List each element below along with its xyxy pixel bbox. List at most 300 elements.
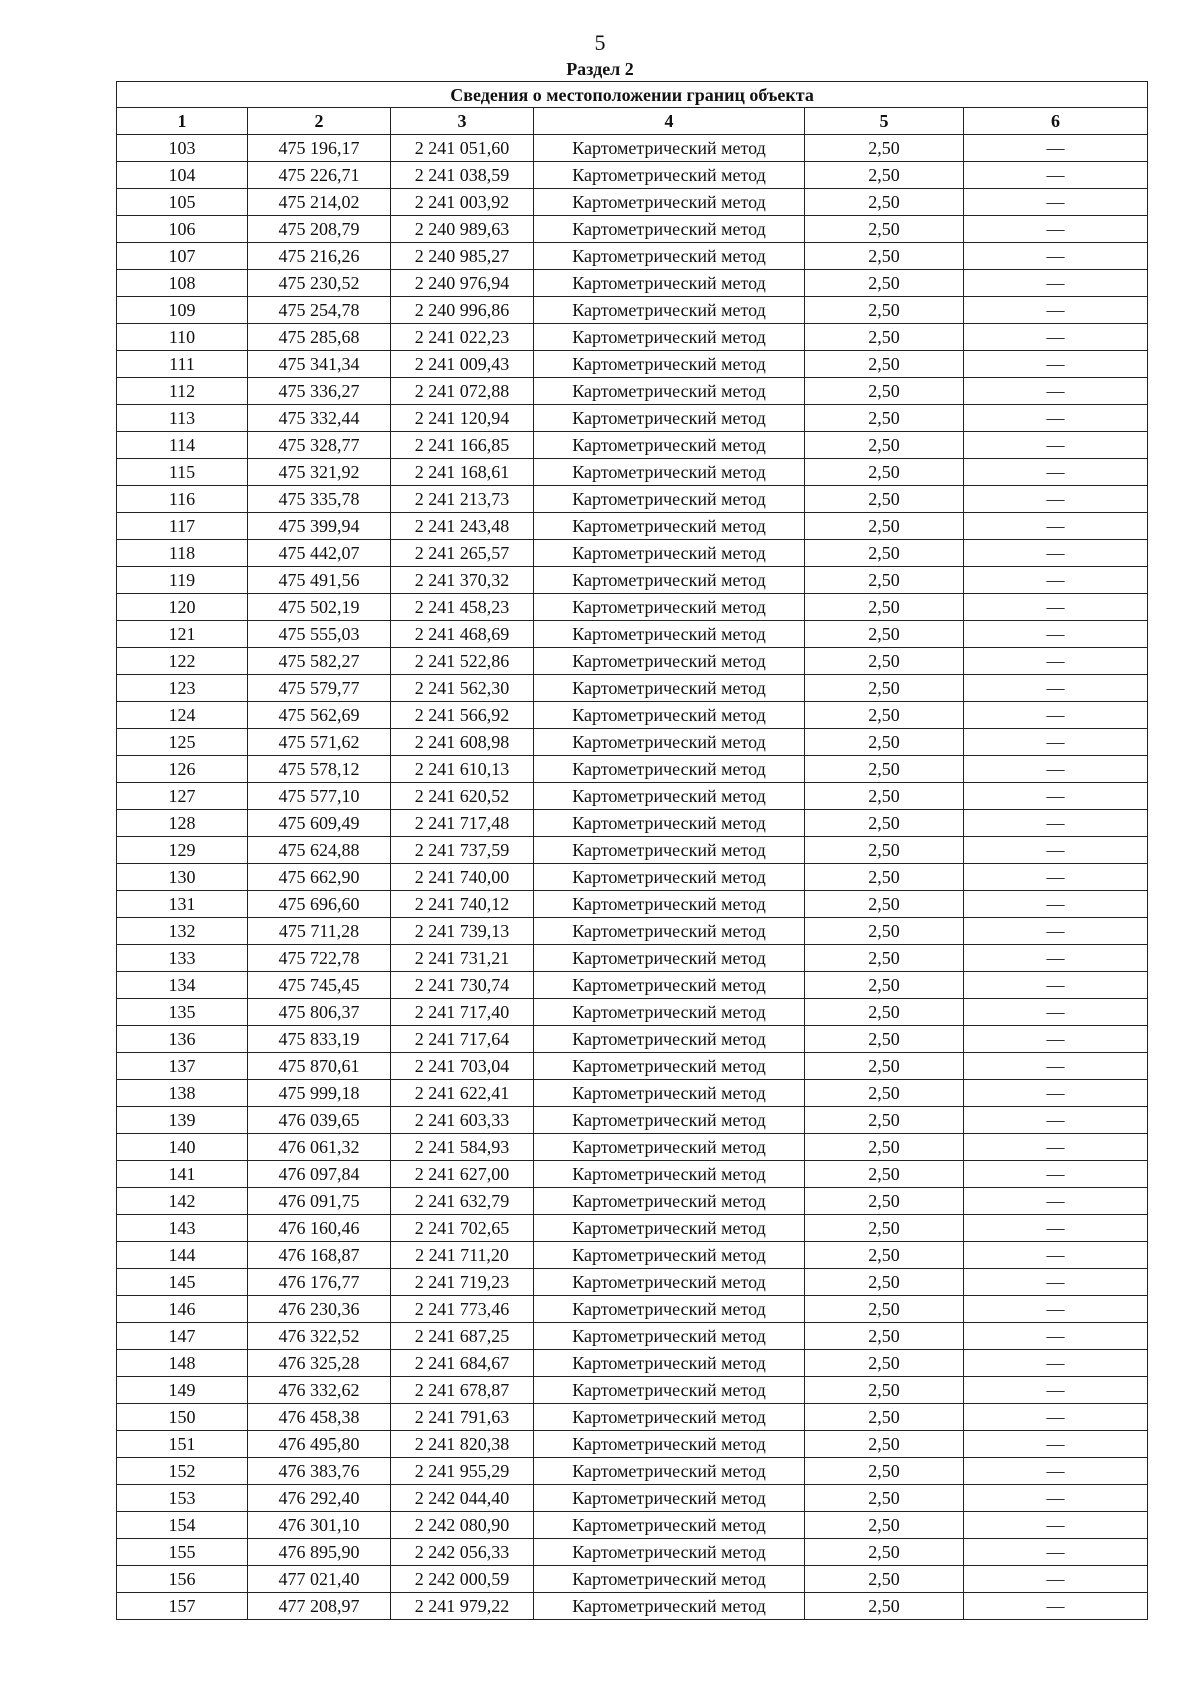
method-cell: Картометрический метод: [534, 1188, 805, 1215]
description-cell: —: [964, 162, 1148, 189]
accuracy-cell: 2,50: [805, 999, 964, 1026]
x-coordinate-cell: 475 582,27: [248, 648, 391, 675]
description-cell: —: [964, 945, 1148, 972]
y-coordinate-cell: 2 240 985,27: [391, 243, 534, 270]
method-cell: Картометрический метод: [534, 783, 805, 810]
method-cell: Картометрический метод: [534, 1404, 805, 1431]
method-cell: Картометрический метод: [534, 432, 805, 459]
x-coordinate-cell: 475 328,77: [248, 432, 391, 459]
y-coordinate-cell: 2 241 620,52: [391, 783, 534, 810]
point-number-cell: 157: [117, 1593, 248, 1620]
description-cell: —: [964, 513, 1148, 540]
y-coordinate-cell: 2 242 044,40: [391, 1485, 534, 1512]
accuracy-cell: 2,50: [805, 1350, 964, 1377]
table-row: [117, 918, 1148, 945]
table-row: [117, 783, 1148, 810]
x-coordinate-cell: 475 335,78: [248, 486, 391, 513]
accuracy-cell: 2,50: [805, 1593, 964, 1620]
x-coordinate-cell: 477 208,97: [248, 1593, 391, 1620]
description-cell: —: [964, 810, 1148, 837]
point-number-cell: 109: [117, 297, 248, 324]
table-row: [117, 1134, 1148, 1161]
description-cell: —: [964, 972, 1148, 999]
accuracy-cell: 2,50: [805, 432, 964, 459]
method-cell: Картометрический метод: [534, 1269, 805, 1296]
description-cell: —: [964, 1026, 1148, 1053]
point-number-cell: 115: [117, 459, 248, 486]
y-coordinate-cell: 2 241 566,92: [391, 702, 534, 729]
description-cell: —: [964, 594, 1148, 621]
accuracy-cell: 2,50: [805, 648, 964, 675]
y-coordinate-cell: 2 241 711,20: [391, 1242, 534, 1269]
point-number-cell: 131: [117, 891, 248, 918]
accuracy-cell: 2,50: [805, 1269, 964, 1296]
description-cell: —: [964, 783, 1148, 810]
x-coordinate-cell: 475 711,28: [248, 918, 391, 945]
accuracy-cell: 2,50: [805, 1512, 964, 1539]
table-row: [117, 513, 1148, 540]
accuracy-cell: 2,50: [805, 270, 964, 297]
section-title: Раздел 2: [566, 59, 634, 79]
method-cell: Картометрический метод: [534, 1512, 805, 1539]
column-header-4: 4: [534, 108, 805, 135]
x-coordinate-cell: 476 039,65: [248, 1107, 391, 1134]
table-row: [117, 1053, 1148, 1080]
point-number-cell: 138: [117, 1080, 248, 1107]
y-coordinate-cell: 2 241 979,22: [391, 1593, 534, 1620]
table-row: [117, 1242, 1148, 1269]
point-number-cell: 156: [117, 1566, 248, 1593]
x-coordinate-cell: 476 176,77: [248, 1269, 391, 1296]
y-coordinate-cell: 2 241 740,12: [391, 891, 534, 918]
method-cell: Картометрический метод: [534, 1134, 805, 1161]
y-coordinate-cell: 2 241 072,88: [391, 378, 534, 405]
y-coordinate-cell: 2 241 717,48: [391, 810, 534, 837]
y-coordinate-cell: 2 241 622,41: [391, 1080, 534, 1107]
x-coordinate-cell: 475 226,71: [248, 162, 391, 189]
point-number-cell: 127: [117, 783, 248, 810]
x-coordinate-cell: 475 491,56: [248, 567, 391, 594]
table-row: [117, 1161, 1148, 1188]
table-row: [117, 864, 1148, 891]
description-cell: —: [964, 1161, 1148, 1188]
description-cell: —: [964, 621, 1148, 648]
table-row: [117, 1215, 1148, 1242]
table-row: [117, 432, 1148, 459]
y-coordinate-cell: 2 240 989,63: [391, 216, 534, 243]
description-cell: —: [964, 1377, 1148, 1404]
column-header-2: 2: [248, 108, 391, 135]
accuracy-cell: 2,50: [805, 1134, 964, 1161]
accuracy-cell: 2,50: [805, 729, 964, 756]
accuracy-cell: 2,50: [805, 405, 964, 432]
point-number-cell: 153: [117, 1485, 248, 1512]
method-cell: Картометрический метод: [534, 162, 805, 189]
accuracy-cell: 2,50: [805, 1566, 964, 1593]
accuracy-cell: 2,50: [805, 1323, 964, 1350]
point-number-cell: 130: [117, 864, 248, 891]
x-coordinate-cell: 475 662,90: [248, 864, 391, 891]
accuracy-cell: 2,50: [805, 567, 964, 594]
table-row: [117, 648, 1148, 675]
accuracy-cell: 2,50: [805, 1296, 964, 1323]
accuracy-cell: 2,50: [805, 1053, 964, 1080]
x-coordinate-cell: 475 571,62: [248, 729, 391, 756]
y-coordinate-cell: 2 241 687,25: [391, 1323, 534, 1350]
accuracy-cell: 2,50: [805, 972, 964, 999]
method-cell: Картометрический метод: [534, 1539, 805, 1566]
method-cell: Картометрический метод: [534, 891, 805, 918]
y-coordinate-cell: 2 241 168,61: [391, 459, 534, 486]
point-number-cell: 152: [117, 1458, 248, 1485]
description-cell: —: [964, 243, 1148, 270]
accuracy-cell: 2,50: [805, 540, 964, 567]
table-row: [117, 324, 1148, 351]
table-row: [117, 594, 1148, 621]
table-row: [117, 1323, 1148, 1350]
y-coordinate-cell: 2 241 719,23: [391, 1269, 534, 1296]
method-cell: Картометрический метод: [534, 1107, 805, 1134]
description-cell: —: [964, 1404, 1148, 1431]
x-coordinate-cell: 475 230,52: [248, 270, 391, 297]
table-row: [117, 972, 1148, 999]
y-coordinate-cell: 2 241 739,13: [391, 918, 534, 945]
accuracy-cell: 2,50: [805, 459, 964, 486]
table-row: [117, 216, 1148, 243]
accuracy-cell: 2,50: [805, 378, 964, 405]
description-cell: —: [964, 405, 1148, 432]
table-row: [117, 702, 1148, 729]
method-cell: Картометрический метод: [534, 540, 805, 567]
x-coordinate-cell: 476 332,62: [248, 1377, 391, 1404]
description-cell: —: [964, 351, 1148, 378]
point-number-cell: 135: [117, 999, 248, 1026]
description-cell: —: [964, 1593, 1148, 1620]
point-number-cell: 124: [117, 702, 248, 729]
table-row: [117, 135, 1148, 162]
method-cell: Картометрический метод: [534, 1026, 805, 1053]
point-number-cell: 114: [117, 432, 248, 459]
table-caption-row: [117, 82, 1148, 108]
description-cell: —: [964, 1323, 1148, 1350]
y-coordinate-cell: 2 241 213,73: [391, 486, 534, 513]
accuracy-cell: 2,50: [805, 864, 964, 891]
y-coordinate-cell: 2 241 243,48: [391, 513, 534, 540]
table-row: [117, 270, 1148, 297]
accuracy-cell: 2,50: [805, 1080, 964, 1107]
method-cell: Картометрический метод: [534, 189, 805, 216]
table-row: [117, 1350, 1148, 1377]
accuracy-cell: 2,50: [805, 837, 964, 864]
table-row: [117, 243, 1148, 270]
point-number-cell: 155: [117, 1539, 248, 1566]
point-number-cell: 113: [117, 405, 248, 432]
boundary-coordinates-table: [116, 81, 1148, 1620]
x-coordinate-cell: 476 292,40: [248, 1485, 391, 1512]
x-coordinate-cell: 475 745,45: [248, 972, 391, 999]
table-row: [117, 891, 1148, 918]
y-coordinate-cell: 2 241 458,23: [391, 594, 534, 621]
description-cell: —: [964, 189, 1148, 216]
point-number-cell: 137: [117, 1053, 248, 1080]
x-coordinate-cell: 475 399,94: [248, 513, 391, 540]
column-header-6: 6: [964, 108, 1148, 135]
y-coordinate-cell: 2 241 562,30: [391, 675, 534, 702]
y-coordinate-cell: 2 241 038,59: [391, 162, 534, 189]
method-cell: Картометрический метод: [534, 810, 805, 837]
x-coordinate-cell: 475 833,19: [248, 1026, 391, 1053]
point-number-cell: 104: [117, 162, 248, 189]
x-coordinate-cell: 475 696,60: [248, 891, 391, 918]
y-coordinate-cell: 2 241 730,74: [391, 972, 534, 999]
description-cell: —: [964, 1134, 1148, 1161]
description-cell: —: [964, 216, 1148, 243]
table-row: [117, 1404, 1148, 1431]
accuracy-cell: 2,50: [805, 216, 964, 243]
x-coordinate-cell: 475 216,26: [248, 243, 391, 270]
accuracy-cell: 2,50: [805, 891, 964, 918]
x-coordinate-cell: 475 579,77: [248, 675, 391, 702]
y-coordinate-cell: 2 241 603,33: [391, 1107, 534, 1134]
description-cell: —: [964, 999, 1148, 1026]
point-number-cell: 128: [117, 810, 248, 837]
accuracy-cell: 2,50: [805, 783, 964, 810]
method-cell: Картометрический метод: [534, 1593, 805, 1620]
method-cell: Картометрический метод: [534, 1323, 805, 1350]
description-cell: —: [964, 1215, 1148, 1242]
y-coordinate-cell: 2 241 009,43: [391, 351, 534, 378]
table-row: [117, 945, 1148, 972]
y-coordinate-cell: 2 241 773,46: [391, 1296, 534, 1323]
description-cell: —: [964, 1512, 1148, 1539]
method-cell: Картометрический метод: [534, 648, 805, 675]
x-coordinate-cell: 476 325,28: [248, 1350, 391, 1377]
accuracy-cell: 2,50: [805, 675, 964, 702]
y-coordinate-cell: 2 242 000,59: [391, 1566, 534, 1593]
method-cell: Картометрический метод: [534, 459, 805, 486]
y-coordinate-cell: 2 241 684,67: [391, 1350, 534, 1377]
description-cell: —: [964, 1539, 1148, 1566]
point-number-cell: 133: [117, 945, 248, 972]
point-number-cell: 147: [117, 1323, 248, 1350]
point-number-cell: 111: [117, 351, 248, 378]
table-row: [117, 675, 1148, 702]
description-cell: —: [964, 1485, 1148, 1512]
method-cell: Картометрический метод: [534, 243, 805, 270]
table-row: [117, 1107, 1148, 1134]
method-cell: Картометрический метод: [534, 135, 805, 162]
method-cell: Картометрический метод: [534, 486, 805, 513]
description-cell: —: [964, 135, 1148, 162]
accuracy-cell: 2,50: [805, 1188, 964, 1215]
x-coordinate-cell: 475 208,79: [248, 216, 391, 243]
description-cell: —: [964, 1458, 1148, 1485]
description-cell: —: [964, 540, 1148, 567]
accuracy-cell: 2,50: [805, 324, 964, 351]
x-coordinate-cell: 475 321,92: [248, 459, 391, 486]
y-coordinate-cell: 2 241 791,63: [391, 1404, 534, 1431]
method-cell: Картометрический метод: [534, 1350, 805, 1377]
description-cell: —: [964, 324, 1148, 351]
accuracy-cell: 2,50: [805, 1458, 964, 1485]
x-coordinate-cell: 475 502,19: [248, 594, 391, 621]
method-cell: Картометрический метод: [534, 1161, 805, 1188]
description-cell: —: [964, 1242, 1148, 1269]
y-coordinate-cell: 2 241 370,32: [391, 567, 534, 594]
point-number-cell: 148: [117, 1350, 248, 1377]
table-row: [117, 621, 1148, 648]
y-coordinate-cell: 2 242 080,90: [391, 1512, 534, 1539]
column-header-1: 1: [117, 108, 248, 135]
x-coordinate-cell: 475 332,44: [248, 405, 391, 432]
x-coordinate-cell: 475 999,18: [248, 1080, 391, 1107]
method-cell: Картометрический метод: [534, 702, 805, 729]
method-cell: Картометрический метод: [534, 1458, 805, 1485]
table-row: [117, 1296, 1148, 1323]
description-cell: —: [964, 864, 1148, 891]
y-coordinate-cell: 2 241 820,38: [391, 1431, 534, 1458]
point-number-cell: 143: [117, 1215, 248, 1242]
accuracy-cell: 2,50: [805, 810, 964, 837]
point-number-cell: 110: [117, 324, 248, 351]
description-cell: —: [964, 297, 1148, 324]
method-cell: Картометрический метод: [534, 1485, 805, 1512]
method-cell: Картометрический метод: [534, 945, 805, 972]
table-caption: Сведения о местоположении границ объекта: [117, 82, 1148, 108]
x-coordinate-cell: 475 806,37: [248, 999, 391, 1026]
method-cell: Картометрический метод: [534, 1377, 805, 1404]
table-row: [117, 999, 1148, 1026]
point-number-cell: 106: [117, 216, 248, 243]
accuracy-cell: 2,50: [805, 513, 964, 540]
method-cell: Картометрический метод: [534, 1053, 805, 1080]
point-number-cell: 154: [117, 1512, 248, 1539]
table-row: [117, 1269, 1148, 1296]
y-coordinate-cell: 2 241 051,60: [391, 135, 534, 162]
x-coordinate-cell: 476 895,90: [248, 1539, 391, 1566]
description-cell: —: [964, 1188, 1148, 1215]
y-coordinate-cell: 2 241 522,86: [391, 648, 534, 675]
table-row: [117, 1080, 1148, 1107]
method-cell: Картометрический метод: [534, 621, 805, 648]
table-row: [117, 1539, 1148, 1566]
x-coordinate-cell: 475 722,78: [248, 945, 391, 972]
method-cell: Картометрический метод: [534, 1431, 805, 1458]
point-number-cell: 119: [117, 567, 248, 594]
table-row: [117, 405, 1148, 432]
y-coordinate-cell: 2 241 955,29: [391, 1458, 534, 1485]
method-cell: Картометрический метод: [534, 1080, 805, 1107]
x-coordinate-cell: 476 230,36: [248, 1296, 391, 1323]
table-row: [117, 351, 1148, 378]
y-coordinate-cell: 2 241 702,65: [391, 1215, 534, 1242]
method-cell: Картометрический метод: [534, 378, 805, 405]
point-number-cell: 120: [117, 594, 248, 621]
x-coordinate-cell: 475 341,34: [248, 351, 391, 378]
table-row: [117, 1377, 1148, 1404]
y-coordinate-cell: 2 242 056,33: [391, 1539, 534, 1566]
accuracy-cell: 2,50: [805, 243, 964, 270]
table-row: [117, 297, 1148, 324]
description-cell: —: [964, 1080, 1148, 1107]
x-coordinate-cell: 475 214,02: [248, 189, 391, 216]
point-number-cell: 142: [117, 1188, 248, 1215]
table-row: [117, 162, 1148, 189]
method-cell: Картометрический метод: [534, 864, 805, 891]
point-number-cell: 132: [117, 918, 248, 945]
x-coordinate-cell: 475 562,69: [248, 702, 391, 729]
x-coordinate-cell: 475 577,10: [248, 783, 391, 810]
y-coordinate-cell: 2 241 022,23: [391, 324, 534, 351]
method-cell: Картометрический метод: [534, 675, 805, 702]
accuracy-cell: 2,50: [805, 945, 964, 972]
y-coordinate-cell: 2 241 731,21: [391, 945, 534, 972]
accuracy-cell: 2,50: [805, 1215, 964, 1242]
point-number-cell: 123: [117, 675, 248, 702]
description-cell: —: [964, 1053, 1148, 1080]
point-number-cell: 134: [117, 972, 248, 999]
point-number-cell: 122: [117, 648, 248, 675]
accuracy-cell: 2,50: [805, 486, 964, 513]
description-cell: —: [964, 918, 1148, 945]
method-cell: Картометрический метод: [534, 918, 805, 945]
y-coordinate-cell: 2 241 608,98: [391, 729, 534, 756]
accuracy-cell: 2,50: [805, 162, 964, 189]
description-cell: —: [964, 1350, 1148, 1377]
accuracy-cell: 2,50: [805, 189, 964, 216]
point-number-cell: 141: [117, 1161, 248, 1188]
point-number-cell: 145: [117, 1269, 248, 1296]
point-number-cell: 108: [117, 270, 248, 297]
point-number-cell: 151: [117, 1431, 248, 1458]
x-coordinate-cell: 476 383,76: [248, 1458, 391, 1485]
point-number-cell: 107: [117, 243, 248, 270]
page-number: 5: [594, 30, 606, 55]
method-cell: Картометрический метод: [534, 270, 805, 297]
description-cell: —: [964, 1566, 1148, 1593]
x-coordinate-cell: 476 091,75: [248, 1188, 391, 1215]
y-coordinate-cell: 2 241 678,87: [391, 1377, 534, 1404]
table-row: [117, 567, 1148, 594]
method-cell: Картометрический метод: [534, 567, 805, 594]
y-coordinate-cell: 2 241 468,69: [391, 621, 534, 648]
x-coordinate-cell: 475 609,49: [248, 810, 391, 837]
point-number-cell: 150: [117, 1404, 248, 1431]
y-coordinate-cell: 2 241 627,00: [391, 1161, 534, 1188]
description-cell: —: [964, 1107, 1148, 1134]
point-number-cell: 139: [117, 1107, 248, 1134]
table-row: [117, 729, 1148, 756]
point-number-cell: 116: [117, 486, 248, 513]
accuracy-cell: 2,50: [805, 1107, 964, 1134]
description-cell: —: [964, 1296, 1148, 1323]
x-coordinate-cell: 475 578,12: [248, 756, 391, 783]
table-row: [117, 1512, 1148, 1539]
y-coordinate-cell: 2 240 996,86: [391, 297, 534, 324]
y-coordinate-cell: 2 241 120,94: [391, 405, 534, 432]
accuracy-cell: 2,50: [805, 351, 964, 378]
x-coordinate-cell: 476 097,84: [248, 1161, 391, 1188]
accuracy-cell: 2,50: [805, 1539, 964, 1566]
description-cell: —: [964, 702, 1148, 729]
accuracy-cell: 2,50: [805, 621, 964, 648]
description-cell: —: [964, 729, 1148, 756]
table-row: [117, 837, 1148, 864]
table-row: [117, 378, 1148, 405]
table-row: [117, 459, 1148, 486]
method-cell: Картометрический метод: [534, 216, 805, 243]
table-header-row: [117, 108, 1148, 135]
